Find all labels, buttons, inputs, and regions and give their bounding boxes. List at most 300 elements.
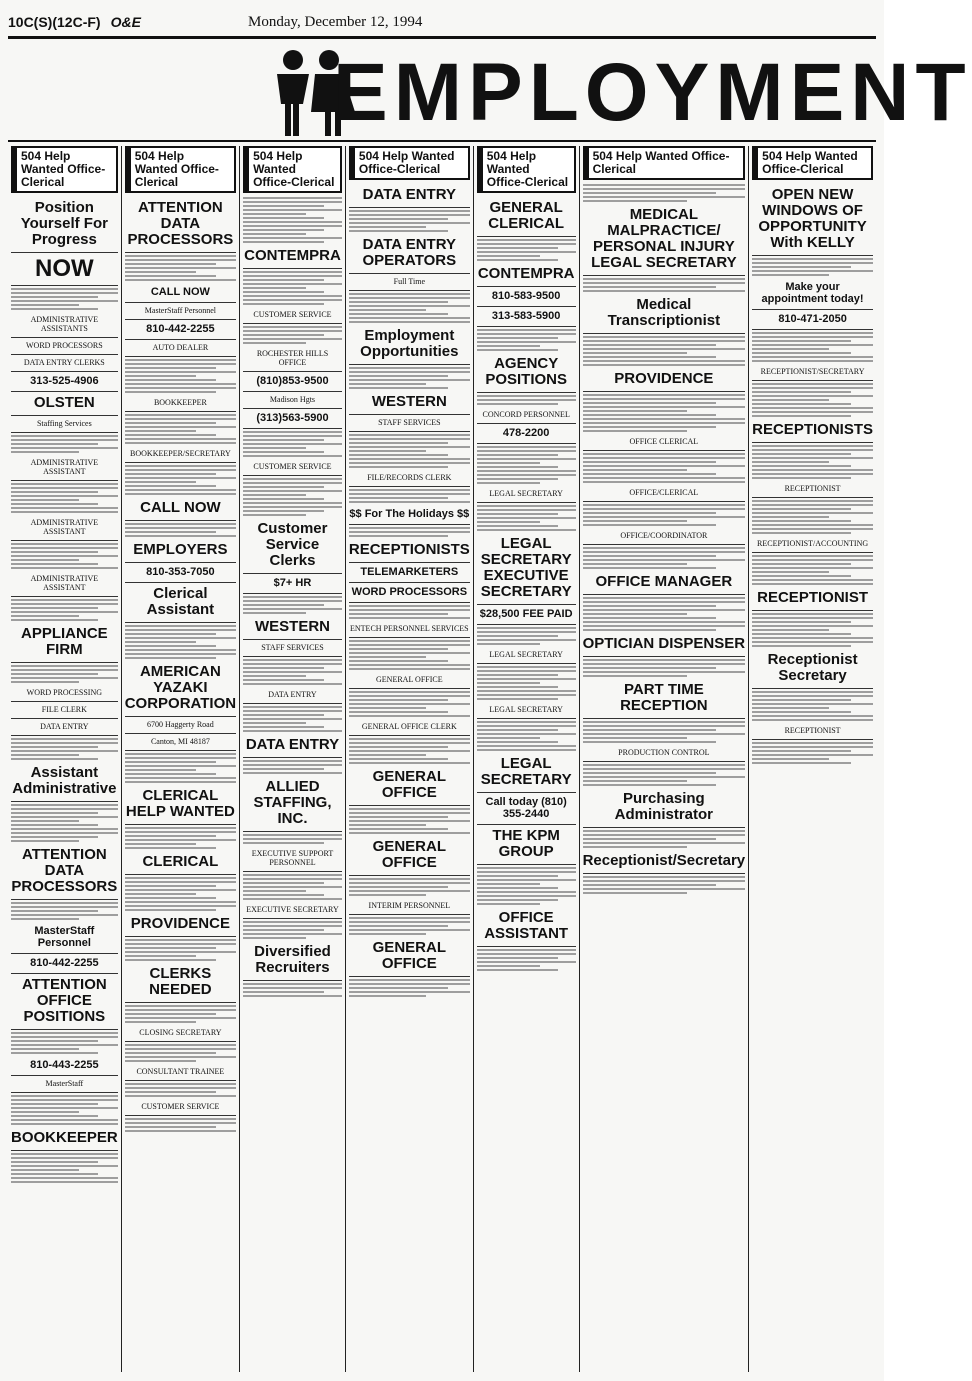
section-heading: 504 Help Wanted Office-Clerical	[349, 146, 470, 180]
ad-headline: Madison Hgts	[269, 395, 316, 404]
body-text-block	[11, 543, 118, 569]
classified-ad	[583, 745, 746, 762]
body-text-block	[752, 445, 873, 479]
classified-ad	[477, 263, 576, 287]
ad-headline: Assistant Administrative	[12, 764, 117, 797]
section-heading: 504 Help Wanted Office-Clerical	[11, 146, 118, 193]
body-text-block	[752, 500, 873, 534]
classified-ad	[125, 395, 236, 412]
classified-ad	[477, 907, 576, 947]
body-text-block	[477, 627, 576, 645]
section-heading: 504 Help Wanted Office-Clerical	[125, 146, 236, 193]
classified-ad	[243, 409, 342, 429]
ad-headline: GENERAL OFFICE	[372, 768, 446, 801]
classified-ad	[243, 518, 342, 574]
body-text-block	[243, 478, 342, 516]
body-text-block	[583, 547, 746, 569]
ad-headline: RECEPTIONISTS	[348, 541, 470, 558]
ad-headline: ATTENTION DATA PROCESSORS	[127, 199, 234, 248]
classified-ad	[11, 1056, 118, 1076]
classified-ad	[243, 734, 342, 758]
body-text-block	[243, 326, 342, 344]
body-text-block	[349, 878, 470, 896]
classified-ad	[11, 762, 118, 802]
classified-column	[579, 146, 749, 1372]
classified-ad	[349, 391, 470, 415]
classified-ad	[583, 294, 746, 334]
ad-headline: CUSTOMER SERVICE	[141, 1102, 220, 1111]
classified-ad	[752, 587, 873, 611]
body-text-block	[11, 804, 118, 842]
ad-headline: Purchasing Administrator	[614, 790, 714, 823]
classified-ad	[349, 898, 470, 915]
body-text-block	[125, 359, 236, 393]
body-text-block	[11, 483, 118, 513]
ad-headline: AUTO DEALER	[152, 343, 209, 352]
section-banner	[8, 40, 972, 142]
classified-ad	[583, 571, 746, 595]
ad-headline: BOOKKEEPER/SECRETARY	[130, 449, 231, 458]
body-text-block	[11, 1153, 118, 1183]
body-text-block	[349, 367, 470, 389]
classified-ad	[125, 583, 236, 623]
classified-ad	[349, 539, 470, 563]
body-text-block	[11, 288, 118, 310]
ad-headline: AGENCY POSITIONS	[485, 355, 567, 388]
body-text-block	[125, 827, 236, 849]
ad-headline: DATA ENTRY	[268, 690, 317, 699]
classified-ad	[11, 253, 118, 286]
ad-headline: WESTERN	[371, 393, 447, 410]
classified-ad	[11, 355, 118, 372]
ad-headline: STAFF SERVICES	[261, 643, 324, 652]
body-text-block	[243, 271, 342, 305]
classified-ad	[477, 753, 576, 793]
body-text-block	[477, 666, 576, 700]
body-text-block	[125, 255, 236, 281]
body-text-block	[477, 505, 576, 531]
classified-ad	[349, 719, 470, 736]
classified-ad	[477, 533, 576, 605]
classified-ad	[11, 372, 118, 392]
body-text-block	[752, 555, 873, 585]
body-text-block	[11, 1032, 118, 1054]
ad-contact: Call today (810) 355-2440	[485, 796, 567, 820]
classified-ad	[11, 197, 118, 253]
classified-ad	[477, 486, 576, 503]
ad-headline: Position Yourself For Progress	[20, 199, 108, 248]
ad-contact: 810-442-2255	[146, 323, 215, 335]
ad-headline: OFFICE/CLERICAL	[629, 488, 699, 497]
classified-ad	[243, 372, 342, 392]
classified-ad	[125, 197, 236, 253]
ad-headline: EXECUTIVE SUPPORT PERSONNEL	[251, 849, 334, 867]
ad-headline: PART TIME RECEPTION	[620, 681, 708, 714]
ad-headline: WORD PROCESSORS	[26, 341, 103, 350]
classified-ad	[125, 303, 236, 320]
ad-headline: ADMINISTRATIVE ASSISTANT	[30, 458, 99, 476]
classified-ad	[125, 734, 236, 751]
ad-headline: BOOKKEEPER	[11, 1129, 118, 1146]
classified-ad	[477, 424, 576, 444]
classified-ad	[583, 788, 746, 828]
classified-ad	[583, 528, 746, 545]
classified-ad	[477, 307, 576, 327]
body-text-block	[349, 917, 470, 935]
page-code: 10C(S)(12C-F) O&E	[8, 14, 141, 30]
ad-headline: CLERICAL	[142, 853, 219, 870]
classified-ad	[477, 605, 576, 625]
body-text-block	[11, 1095, 118, 1125]
classified-ad	[125, 340, 236, 357]
ad-headline: RECEPTIONIST/ACCOUNTING	[757, 539, 869, 548]
issue-date: Monday, December 12, 1994	[248, 14, 423, 30]
classified-ad	[349, 621, 470, 638]
classified-ad	[125, 1025, 236, 1042]
classified-ad	[349, 505, 470, 525]
classified-ad	[125, 785, 236, 825]
ad-headline: PROVIDENCE	[130, 915, 230, 932]
ad-headline: Receptionist Secretary	[767, 651, 858, 684]
classified-ad	[243, 616, 342, 640]
classified-ad	[11, 702, 118, 719]
ad-headline: ROCHESTER HILLS OFFICE	[256, 349, 329, 367]
ad-headline: OFFICE/COORDINATOR	[620, 531, 708, 540]
classified-ad	[243, 902, 342, 919]
classified-ad	[125, 1064, 236, 1081]
ad-headline: APPLIANCE FIRM	[21, 625, 108, 658]
classified-ad	[243, 245, 342, 269]
ad-headline: OFFICE MANAGER	[595, 573, 733, 590]
section-heading: 504 Help Wanted Office-Clerical	[752, 146, 873, 180]
ad-headline: GENERAL OFFICE	[372, 838, 446, 871]
ad-headline: ATTENTION DATA PROCESSORS	[11, 846, 118, 895]
ad-contact: MasterStaff Personnel	[34, 925, 95, 949]
ad-contact: 810-442-2255	[30, 957, 99, 969]
ad-headline: ADMINISTRATIVE ASSISTANT	[30, 518, 99, 536]
section-heading: 504 Help Wanted Office-Clerical	[583, 146, 746, 180]
classified-ad	[583, 434, 746, 451]
classified-ad	[583, 368, 746, 392]
ad-headline: ADMINISTRATIVE ASSISTANT	[30, 574, 99, 592]
ad-headline: STAFF SERVICES	[378, 418, 441, 427]
classified-ad	[349, 937, 470, 977]
ad-headline: OFFICE ASSISTANT	[484, 909, 569, 942]
ad-headline: RECEPTIONIST	[757, 589, 868, 606]
classified-ad	[11, 515, 118, 541]
classified-ad	[243, 346, 342, 372]
banner-title: EMPLOYMENT	[333, 47, 972, 138]
classified-ad	[477, 647, 576, 664]
ad-headline: LEGAL SECRETARY	[489, 489, 563, 498]
classified-ad	[752, 278, 873, 310]
body-text-block	[349, 605, 470, 619]
ad-headline: LEGAL SECRETARY	[480, 755, 572, 788]
classified-ad	[752, 310, 873, 330]
ad-headline: WESTERN	[254, 618, 330, 635]
classified-ad	[125, 1099, 236, 1116]
body-text-block	[11, 665, 118, 683]
ad-contact: 478-2200	[502, 427, 550, 439]
ad-headline: RECEPTIONIST/SECRETARY	[760, 367, 865, 376]
ad-headline: CONTEMPRA	[244, 247, 341, 264]
classified-ad	[125, 851, 236, 875]
classified-ad	[11, 571, 118, 597]
ad-headline: Full Time	[393, 277, 425, 286]
ad-headline: LEGAL SECRETARY	[489, 650, 563, 659]
classified-ad	[477, 407, 576, 424]
body-text-block	[243, 874, 342, 900]
ad-headline: INTERIM PERSONNEL	[368, 901, 451, 910]
body-text-block	[583, 659, 746, 677]
ad-headline: CLERICAL HELP WANTED	[125, 787, 235, 820]
classified-column	[121, 146, 239, 1372]
body-text-block	[349, 210, 470, 232]
body-text-block	[125, 1083, 236, 1097]
body-text-block	[583, 830, 746, 848]
body-text-block	[477, 395, 576, 405]
section-heading: 504 Help Wanted Office-Clerical	[243, 146, 342, 193]
body-text-block	[243, 659, 342, 685]
classified-ad	[243, 640, 342, 657]
body-text-block	[11, 599, 118, 621]
ad-headline: ADMINISTRATIVE ASSISTANTS	[30, 315, 99, 333]
classified-ad	[11, 312, 118, 338]
body-text-block	[125, 753, 236, 783]
body-text-block	[125, 625, 236, 659]
ad-headline: CUSTOMER SERVICE	[253, 462, 332, 471]
classified-ad	[11, 685, 118, 702]
body-text-block	[125, 523, 236, 537]
body-text-block	[349, 691, 470, 717]
classified-ad	[349, 274, 470, 291]
classified-ad	[243, 459, 342, 476]
classified-ad	[11, 416, 118, 433]
body-text-block	[125, 939, 236, 961]
ad-contact: WORD PROCESSORS	[351, 586, 468, 598]
classified-ad	[125, 717, 236, 734]
classified-ad	[752, 723, 873, 740]
ad-contact: 810-583-9500	[491, 290, 561, 302]
ad-headline: ATTENTION OFFICE POSITIONS	[21, 976, 107, 1025]
body-text-block	[477, 329, 576, 351]
ad-contact: $28,500 FEE PAID	[479, 608, 573, 620]
ad-contact: (313)563-5900	[256, 412, 329, 424]
ad-headline: Clerical Assistant	[146, 585, 215, 618]
classified-ad	[243, 846, 342, 872]
classified-ad	[243, 687, 342, 704]
classified-ad	[477, 197, 576, 237]
ad-headline: MasterStaff	[45, 1079, 84, 1088]
body-text-block	[477, 949, 576, 971]
body-text-block	[349, 808, 470, 834]
section-heading: 504 Help Wanted Office-Clerical	[477, 146, 576, 193]
ad-headline: CUSTOMER SERVICE	[253, 310, 332, 319]
body-text-block	[477, 721, 576, 751]
body-text-block	[125, 414, 236, 444]
ad-contact: 810-353-7050	[146, 566, 215, 578]
ad-headline: PRODUCTION CONTROL	[618, 748, 710, 757]
body-text-block	[477, 867, 576, 905]
ad-headline: Customer Service Clerks	[257, 520, 328, 569]
classified-column	[748, 146, 876, 1372]
ad-contact: 313-525-4906	[30, 375, 99, 387]
body-text-block	[349, 979, 470, 997]
ad-headline: DATA ENTRY OPERATORS	[362, 236, 457, 269]
body-text-block	[752, 691, 873, 721]
classified-ad	[349, 415, 470, 432]
body-text-block	[752, 332, 873, 362]
classified-ad	[125, 446, 236, 463]
classified-columns	[8, 146, 876, 1372]
ad-headline: PROVIDENCE	[614, 370, 714, 387]
body-text-block	[583, 336, 746, 366]
body-text-block	[477, 446, 576, 484]
body-text-block	[11, 902, 118, 920]
classified-column	[8, 146, 121, 1372]
body-text-block	[125, 1005, 236, 1023]
ad-headline: CONSULTANT TRAINEE	[136, 1067, 225, 1076]
body-text-block	[243, 596, 342, 614]
classified-ad	[11, 338, 118, 355]
body-text-block	[125, 465, 236, 495]
classified-ad	[349, 184, 470, 208]
ad-headline: FILE CLERK	[41, 705, 87, 714]
classified-ad	[125, 539, 236, 563]
body-text-block	[11, 738, 118, 760]
classified-ad	[349, 563, 470, 583]
ad-contact: 810-471-2050	[778, 313, 847, 325]
ad-headline: Staffing Services	[36, 419, 92, 428]
classified-ad	[349, 836, 470, 876]
body-text-block	[349, 527, 470, 537]
body-text-block	[243, 921, 342, 939]
classified-ad	[752, 649, 873, 689]
ad-headline: THE KPM GROUP	[492, 827, 560, 860]
classified-ad	[243, 392, 342, 409]
classified-ad	[477, 287, 576, 307]
ad-headline: RECEPTIONIST	[784, 484, 841, 493]
ad-headline: CALL NOW	[140, 499, 221, 516]
classified-ad	[11, 719, 118, 736]
classified-column	[345, 146, 473, 1372]
body-text-block	[583, 597, 746, 631]
classified-ad	[243, 307, 342, 324]
classified-ad	[583, 485, 746, 502]
ad-headline: DATA ENTRY	[362, 186, 456, 203]
ad-headline: GENERAL OFFICE	[376, 675, 443, 684]
body-text-block	[752, 258, 873, 276]
classified-ad	[349, 234, 470, 274]
ad-headline: ALLIED STAFFING, INC.	[253, 778, 332, 827]
ad-headline: OPEN NEW WINDOWS OF OPPORTUNITY With KELLY	[758, 186, 867, 251]
page-header	[8, 6, 876, 39]
classified-ad	[125, 563, 236, 583]
classified-ad	[125, 497, 236, 521]
classified-ad	[477, 353, 576, 393]
ad-headline: Canton, MI 48187	[150, 737, 210, 746]
body-text-block	[583, 394, 746, 432]
classified-ad	[125, 283, 236, 303]
body-text-block	[243, 834, 342, 844]
ad-headline: CONTEMPRA	[477, 265, 575, 282]
body-text-block	[752, 383, 873, 417]
ad-headline: Medical Transcriptionist	[607, 296, 721, 329]
classified-ad	[11, 1127, 118, 1151]
ad-headline: RECEPTIONISTS	[752, 421, 873, 438]
ad-contact: $7+ HR	[273, 577, 312, 589]
ad-headline: RECEPTIONIST	[784, 726, 841, 735]
ad-contact: 810-443-2255	[30, 1059, 99, 1071]
classified-ad	[752, 419, 873, 443]
classified-ad	[752, 536, 873, 553]
body-text-block	[243, 706, 342, 732]
ad-headline: DATA ENTRY	[40, 722, 89, 731]
classified-ad	[583, 679, 746, 719]
ad-headline: CLOSING SECRETARY	[139, 1028, 222, 1037]
ad-contact: $$ For The Holidays $$	[349, 508, 470, 520]
classified-ad	[349, 672, 470, 689]
ad-headline: Receptionist/Secretary	[582, 852, 746, 869]
classified-ad	[125, 320, 236, 340]
body-text-block	[243, 431, 342, 457]
body-text-block	[349, 489, 470, 503]
classified-ad	[125, 963, 236, 1003]
classified-ad	[11, 392, 118, 416]
ad-headline: EMPLOYERS	[133, 541, 228, 558]
classified-ad	[243, 776, 342, 832]
ad-headline: BOOKKEEPER	[153, 398, 207, 407]
ad-headline: CONCORD PERSONNEL	[482, 410, 570, 419]
classified-ad	[11, 1076, 118, 1093]
classified-column	[473, 146, 579, 1372]
ad-contact: 313-583-5900	[491, 310, 561, 322]
body-text-block	[125, 1044, 236, 1062]
ad-headline: AMERICAN YAZAKI CORPORATION	[124, 663, 237, 712]
classified-ad	[11, 954, 118, 974]
classified-ad	[243, 574, 342, 594]
ad-headline: NOW	[35, 255, 94, 282]
body-text-block	[583, 764, 746, 786]
body-text-block	[11, 435, 118, 453]
classified-ad	[349, 325, 470, 365]
classified-column	[239, 146, 345, 1372]
ad-headline: GENERAL CLERICAL	[488, 199, 565, 232]
classified-ad	[477, 793, 576, 825]
body-text-block	[125, 877, 236, 911]
ad-contact: CALL NOW	[150, 286, 210, 298]
ad-headline: LEGAL SECRETARY EXECUTIVE SECRETARY	[480, 535, 572, 600]
ad-contact: Make your appointment today!	[761, 281, 864, 305]
classified-ad	[477, 702, 576, 719]
ad-headline: OPTICIAN DISPENSER	[582, 635, 746, 652]
body-text-block	[243, 197, 342, 243]
ad-headline: OFFICE CLERICAL	[629, 437, 699, 446]
ad-headline: DATA ENTRY CLERKS	[23, 358, 105, 367]
classified-ad	[752, 184, 873, 256]
ad-headline: CLERKS NEEDED	[149, 965, 212, 998]
ad-headline: ENTECH PERSONNEL SERVICES	[350, 624, 469, 633]
classified-ad	[349, 766, 470, 806]
body-text-block	[349, 738, 470, 764]
classified-ad	[11, 455, 118, 481]
classified-ad	[583, 633, 746, 657]
ad-headline: OLSTEN	[33, 394, 95, 411]
body-text-block	[583, 278, 746, 292]
ad-headline: Employment Opportunities	[360, 327, 459, 360]
body-text-block	[125, 1118, 236, 1132]
body-text-block	[583, 721, 746, 743]
